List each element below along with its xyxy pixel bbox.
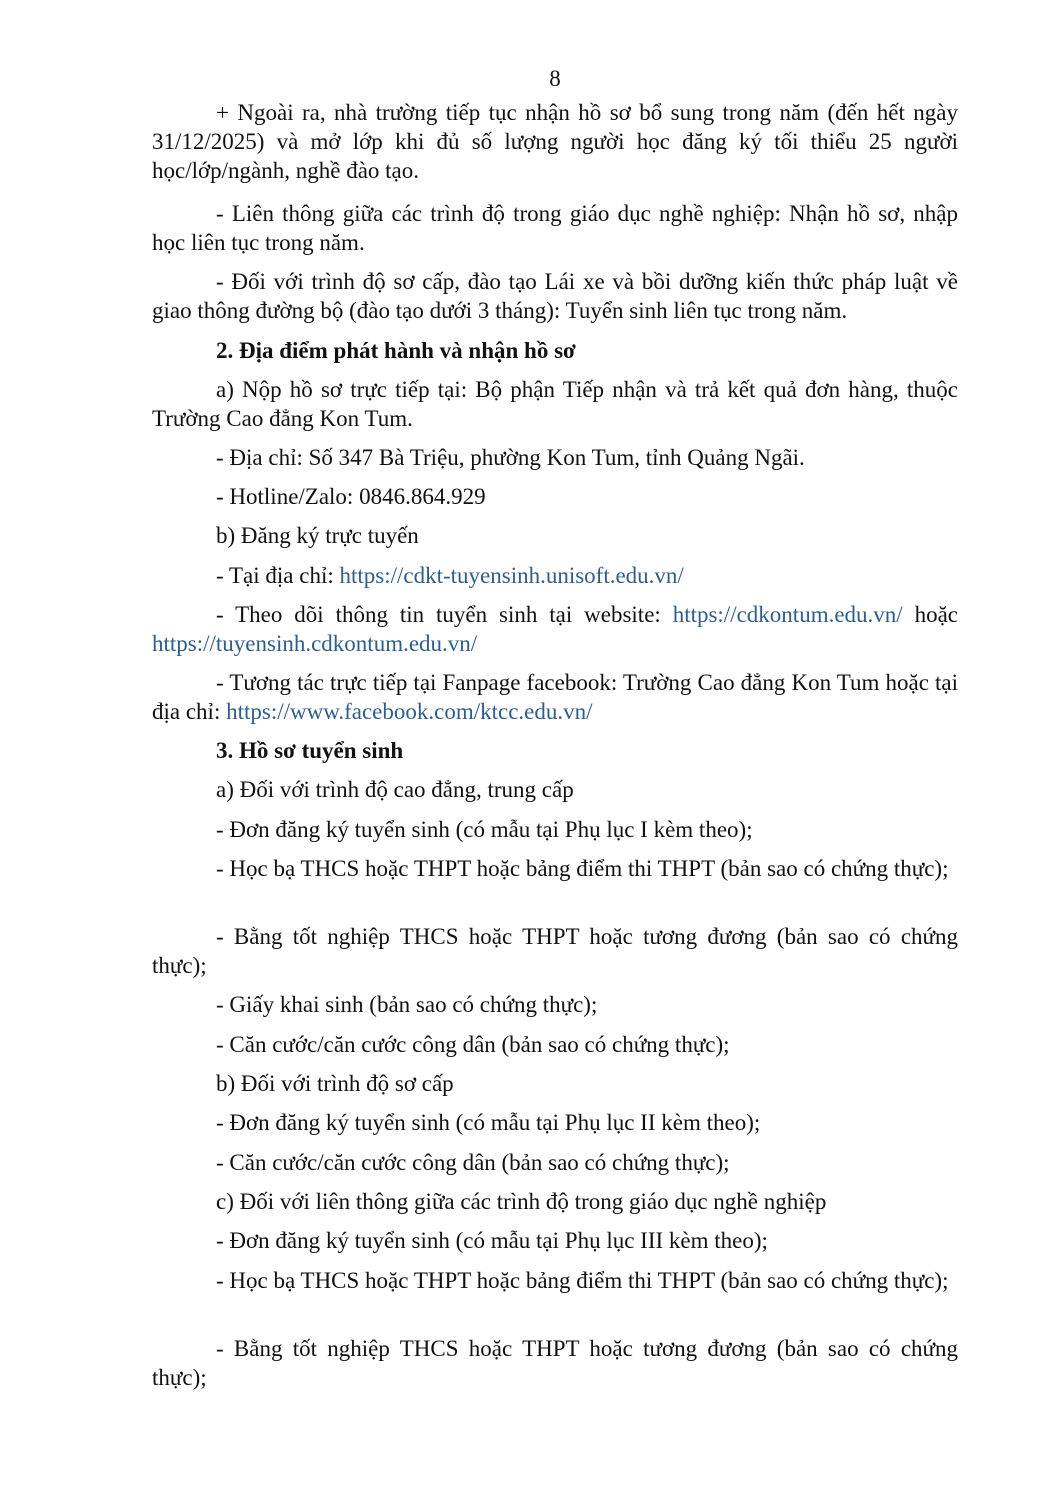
paragraph-online-registration: b) Đăng ký trực tuyến — [216, 523, 419, 548]
website-label: - Theo dõi thông tin tuyển sinh tại website: — [216, 602, 673, 627]
paragraph-address: - Địa chỉ: Số 347 Bà Triệu, phường Kon Tum, tỉnh Quảng Ngãi. — [216, 445, 805, 470]
heading-section-2: 2. Địa điểm phát hành và nhận hồ sơ — [216, 338, 576, 363]
paragraph-fanpage — [152, 668, 958, 726]
list-item-birth-certificate: - Giấy khai sinh (bản sao có chứng thực); — [216, 992, 598, 1017]
page-number: 8 — [549, 66, 561, 91]
online-address-label: - Tại địa chỉ: — [216, 563, 340, 588]
paragraph-college-level: a) Đối với trình độ cao đẳng, trung cấp — [216, 777, 574, 802]
heading-section-3: 3. Hồ sơ tuyển sinh — [216, 738, 404, 763]
fanpage-label: - Tương tác trực tiếp tại Fanpage facebook: Trường Cao đẳng Kon Tum hoặc tại địa chỉ: — [152, 670, 958, 724]
list-item-diploma-2: - Bằng tốt nghiệp THCS hoặc THPT hoặc tương đương (bản sao có chứng thực); — [152, 1336, 958, 1390]
list-item-transcript-2: - Học bạ THCS hoặc THPT hoặc bảng điểm thi THPT (bản sao có chứng thực); — [216, 1268, 949, 1293]
paragraph-website — [152, 600, 958, 658]
list-item-application-form-3: - Đơn đăng ký tuyển sinh (có mẫu tại Phụ lục III kèm theo); — [216, 1228, 768, 1253]
paragraph-additional-admission: + Ngoài ra, nhà trường tiếp tục nhận hồ sơ bổ sung trong năm (đến hết ngày 31/12/2025) và mở lớp khi đủ số lượng người học đăng ký tối thiểu 25 người học/lớp/ngành, nghề đào tạo. — [152, 100, 958, 183]
paragraph-elementary-documents: b) Đối với trình độ sơ cấp — [216, 1071, 454, 1096]
list-item-diploma-1: - Bằng tốt nghiệp THCS hoặc THPT hoặc tương đương (bản sao có chứng thực); — [152, 924, 958, 978]
list-item-id-card-2: - Căn cước/căn cước công dân (bản sao có chứng thực); — [216, 1150, 730, 1175]
registration-link[interactable]: https://cdkt-tuyensinh.unisoft.edu.vn/ — [339, 563, 684, 588]
facebook-link[interactable]: https://www.facebook.com/ktcc.edu.vn/ — [226, 699, 593, 724]
paragraph-inter-level-documents: c) Đối với liên thông giữa các trình độ trong giáo dục nghề nghiệp — [216, 1189, 827, 1214]
website-or-label: hoặc — [914, 602, 959, 627]
paragraph-inter-level: - Liên thông giữa các trình độ trong giáo dục nghề nghiệp: Nhận hồ sơ, nhập học liên tục trong năm. — [152, 201, 958, 255]
admission-website-link[interactable]: https://tuyensinh.cdkontum.edu.vn/ — [152, 631, 478, 656]
list-item-transcript-1: - Học bạ THCS hoặc THPT hoặc bảng điểm thi THPT (bản sao có chứng thực); — [216, 856, 949, 881]
paragraph-online-address — [152, 561, 958, 590]
list-item-application-form-1: - Đơn đăng ký tuyển sinh (có mẫu tại Phụ lục I kèm theo); — [216, 817, 753, 842]
list-item-id-card-1: - Căn cước/căn cước công dân (bản sao có chứng thực); — [216, 1032, 730, 1057]
paragraph-elementary-level: - Đối với trình độ sơ cấp, đào tạo Lái xe và bồi dưỡng kiến thức pháp luật về giao thông đường bộ (đào tạo dưới 3 tháng): Tuyển sinh liên tục trong năm. — [152, 269, 958, 323]
website-link[interactable]: https://cdkontum.edu.vn/ — [672, 602, 903, 627]
paragraph-submit-direct: a) Nộp hồ sơ trực tiếp tại: Bộ phận Tiếp nhận và trả kết quả đơn hàng, thuộc Trường Cao đẳng Kon Tum. — [152, 377, 958, 431]
paragraph-hotline: - Hotline/Zalo: 0846.864.929 — [216, 484, 486, 509]
list-item-application-form-2: - Đơn đăng ký tuyển sinh (có mẫu tại Phụ lục II kèm theo); — [216, 1110, 761, 1135]
